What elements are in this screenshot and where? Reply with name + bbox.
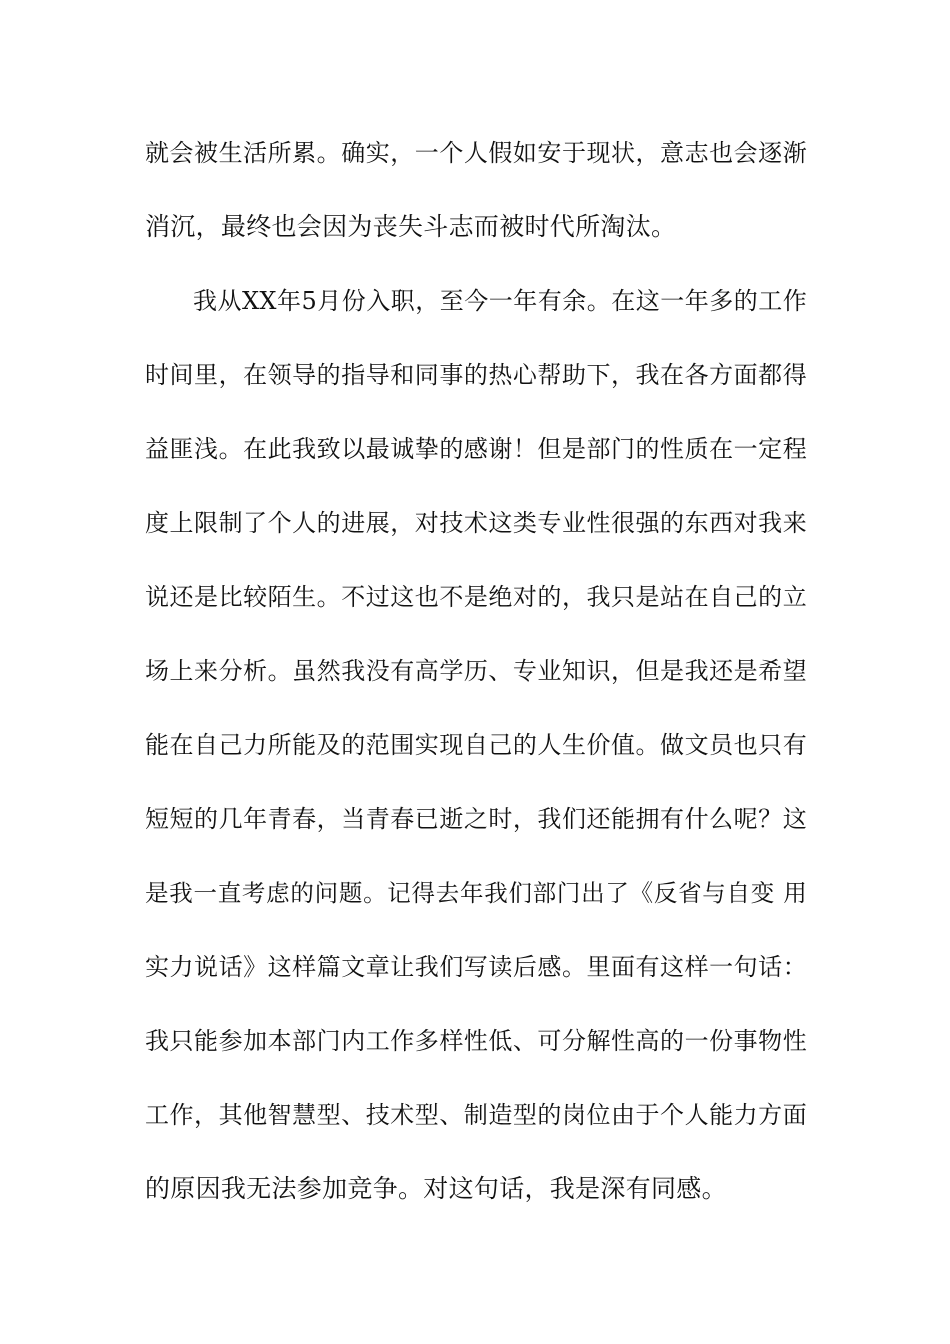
text-line-6: 度上限制了个人的进展，对技术这类专业性很强的东西对我来 xyxy=(145,509,807,537)
text-line-12: 实力说话》这样篇文章让我们写读后感。里面有这样一句话： xyxy=(145,953,807,981)
text-line-2: 消沉，最终也会因为丧失斗志而被时代所淘汰。 xyxy=(145,212,677,241)
text-line-13: 我只能参加本部门内工作多样性低、可分解性高的一份事物性 xyxy=(145,1027,807,1055)
text-line-14: 工作，其他智慧型、技术型、制造型的岗位由于个人能力方面 xyxy=(145,1101,807,1129)
text-line-11: 是我一直考虑的问题。记得去年我们部门出了《反省与自变 用 xyxy=(145,879,807,907)
text-line-7: 说还是比较陌生。不过这也不是绝对的，我只是站在自己的立 xyxy=(145,583,807,611)
text-line-3: 我从XX年5月份入职，至今一年有余。在这一年多的工作 xyxy=(193,287,807,315)
text-line-10: 短短的几年青春，当青春已逝之时，我们还能拥有什么呢？这 xyxy=(145,805,807,833)
text-line-1: 就会被生活所累。确实，一个人假如安于现状，意志也会逐渐 xyxy=(145,139,807,167)
text-line-15: 的原因我无法参加竞争。对这句话，我是深有同感。 xyxy=(145,1174,727,1203)
text-line-4: 时间里，在领导的指导和同事的热心帮助下，我在各方面都得 xyxy=(145,361,807,389)
text-line-8: 场上来分析。虽然我没有高学历、专业知识，但是我还是希望 xyxy=(145,657,807,685)
text-line-9: 能在自己力所能及的范围实现自己的人生价值。做文员也只有 xyxy=(145,731,807,759)
text-line-5: 益匪浅。在此我致以最诚挚的感谢！但是部门的性质在一定程 xyxy=(145,435,807,463)
